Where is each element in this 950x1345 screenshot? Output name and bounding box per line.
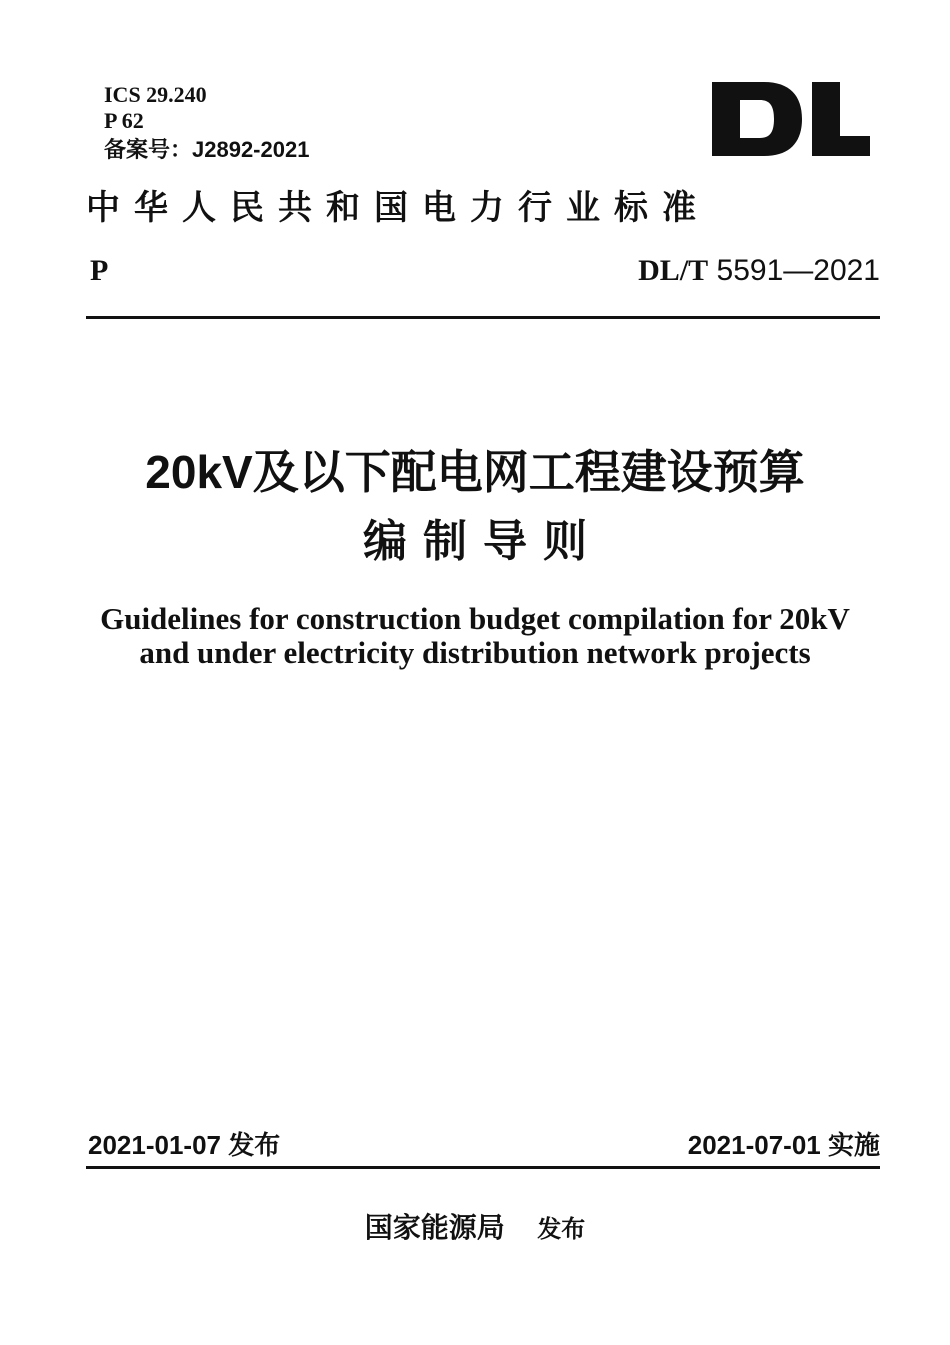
issuer-heading: 中华人民共和国电力行业标准: [86, 188, 710, 228]
issue-date: 2021-01-07 发布: [88, 1130, 281, 1160]
title-cn-line-2: 编制导则: [363, 517, 603, 566]
title-en-line-1: Guidelines for construction budget compilation for 20kV: [100, 601, 850, 636]
bottom-divider: [86, 1166, 880, 1169]
ics-code: ICS 29.240: [104, 82, 207, 107]
implementation-date: 2021-07-01 实施: [687, 1130, 880, 1160]
title-cn-line-1: 20kV及以下配电网工程建设预算: [145, 446, 805, 498]
top-divider: [86, 316, 880, 319]
title-en-line-2: and under electricity distribution network projects: [139, 635, 811, 670]
publisher-organization: 国家能源局: [364, 1211, 505, 1244]
standard-prefix: DL/T: [638, 254, 709, 287]
classification-code: P 62: [104, 108, 144, 133]
publisher-line: [0, 1208, 950, 1250]
standard-code: 5591—2021: [716, 254, 880, 287]
title-en: [60, 602, 890, 670]
standard-number: [638, 254, 880, 288]
record-number: 备案号：J2892-2021: [104, 137, 310, 162]
publisher-action: 发布: [537, 1216, 586, 1243]
category-letter: P: [90, 254, 109, 287]
dl-logo: [712, 78, 870, 160]
